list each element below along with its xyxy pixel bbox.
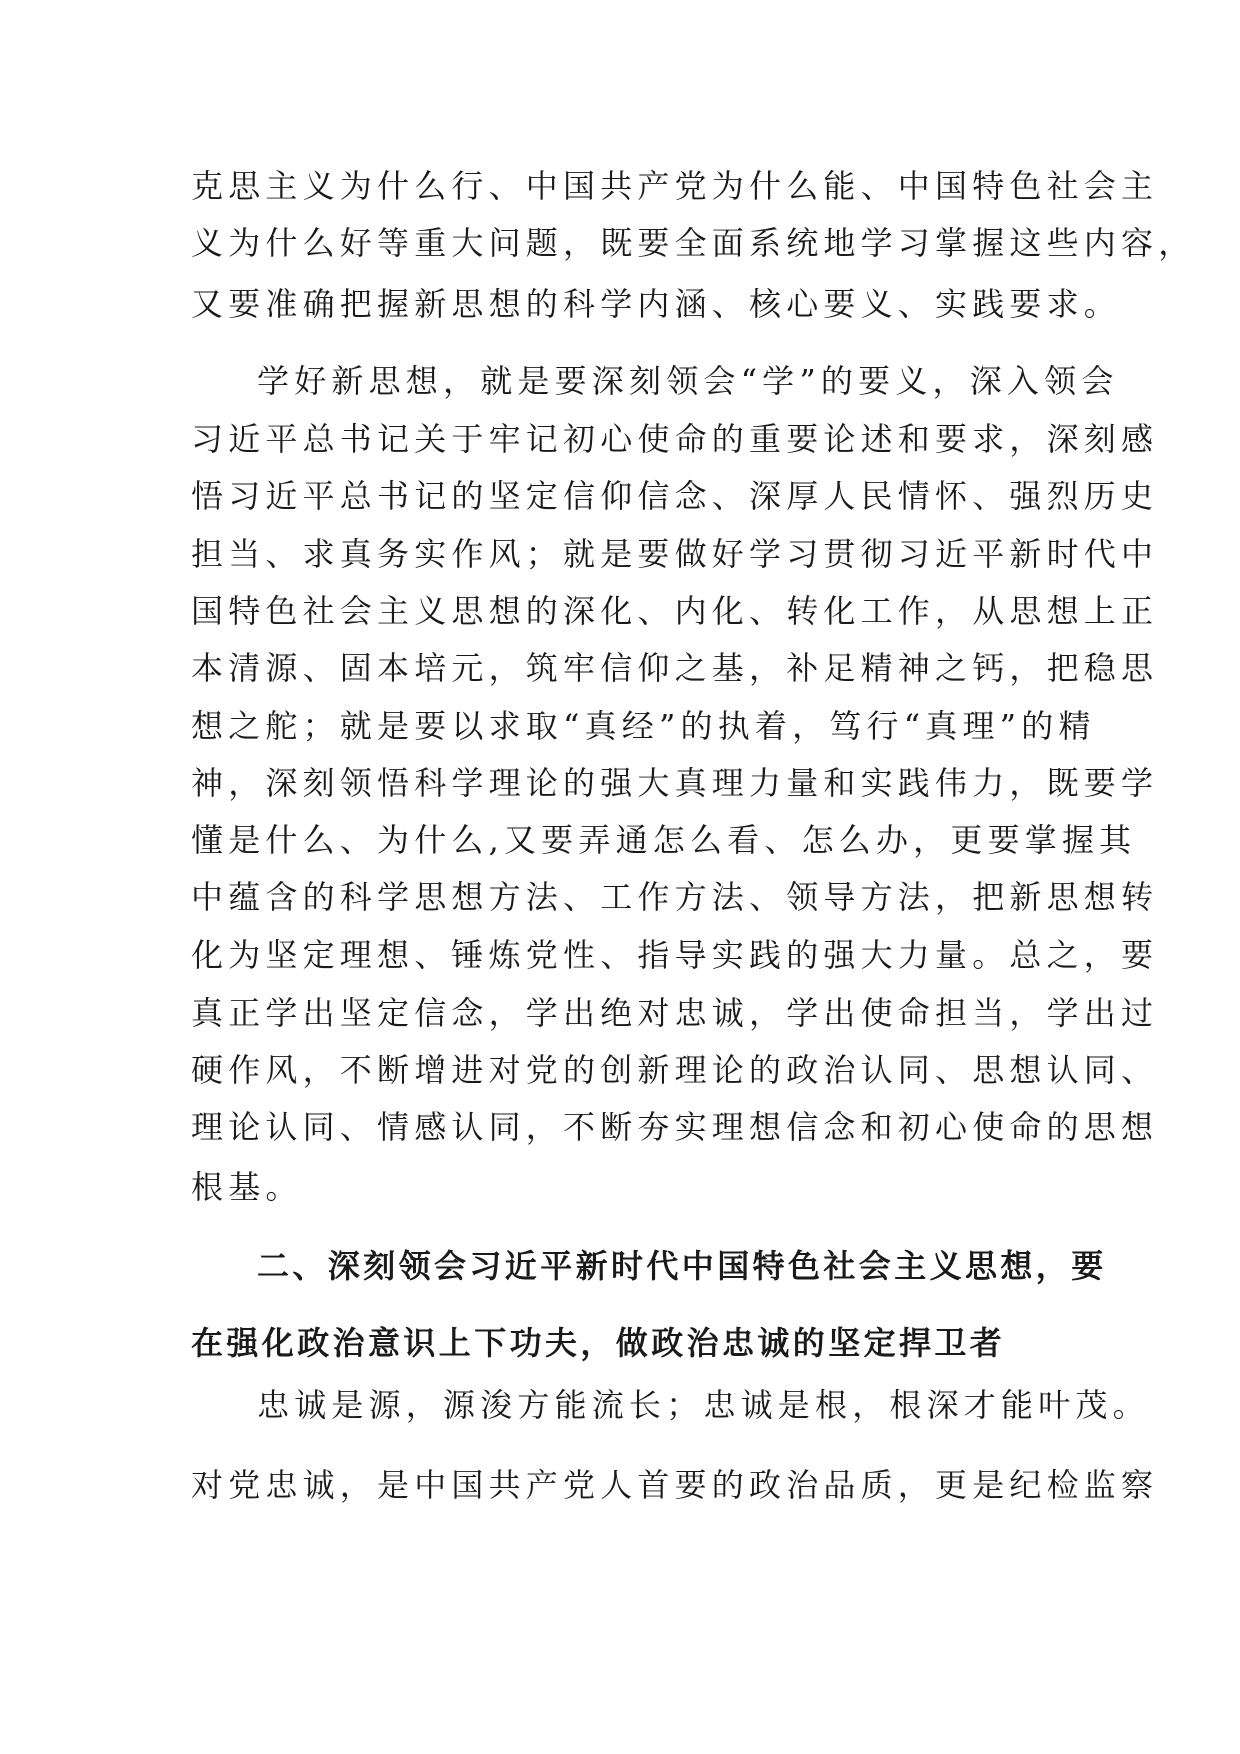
body-text-line: 化为坚定理想、锤炼党性、指导实践的强大力量。总之，要	[191, 936, 1159, 974]
body-text-line: 习近平总书记关于牢记初心使命的重要论述和要求，深刻感	[191, 420, 1159, 458]
body-text-line: 本清源、固本培元，筑牢信仰之基，补足精神之钙，把稳思	[191, 649, 1159, 687]
body-text-line: 担当、求真务实作风；就是要做好学习贯彻习近平新时代中	[191, 535, 1159, 573]
body-text-line: 义为什么好等重大问题，既要全面系统地学习掌握这些内容，	[191, 224, 1196, 262]
body-text-line: 悟习近平总书记的坚定信仰信念、深厚人民情怀、强烈历史	[191, 477, 1159, 515]
body-text-line: 理论认同、情感认同，不断夯实理想信念和初心使命的思想	[191, 1108, 1159, 1146]
body-text-line: 真正学出坚定信念，学出绝对忠诚，学出使命担当，学出过	[191, 994, 1159, 1032]
paragraph-first-line: 忠诚是源，源浚方能流长；忠诚是根，根深才能叶茂。	[257, 1386, 1150, 1424]
body-text-line: 想之舵；就是要以求取“真经”的执着，笃行“真理”的精	[191, 707, 1096, 745]
body-text-line: 国特色社会主义思想的深化、内化、转化工作，从思想上正	[191, 592, 1159, 630]
body-text-line: 神，深刻领悟科学理论的强大真理力量和实践伟力，既要学	[191, 764, 1159, 802]
body-text-line: 对党忠诚，是中国共产党人首要的政治品质，更是纪检监察	[191, 1466, 1159, 1504]
paragraph-first-line: 学好新思想，就是要深刻领会“学”的要义，深入领会	[257, 362, 1119, 400]
body-text-line: 懂是什么、为什么,又要弄通怎么看、怎么办，更要掌握其	[191, 821, 1137, 859]
body-text-line: 克思主义为什么行、中国共产党为什么能、中国特色社会主	[191, 167, 1159, 205]
section-heading: 在强化政治意识上下功夫，做政治忠诚的坚定捍卫者	[191, 1324, 1006, 1362]
body-text-line: 根基。	[191, 1168, 303, 1206]
section-heading: 二、深刻领会习近平新时代中国特色社会主义思想，要	[257, 1247, 1107, 1285]
body-text-line: 硬作风，不断增进对党的创新理论的政治认同、思想认同、	[191, 1051, 1159, 1089]
body-text-line: 中蕴含的科学思想方法、工作方法、领导方法，把新思想转	[191, 878, 1159, 916]
body-text-line: 又要准确把握新思想的科学内涵、核心要义、实践要求。	[191, 285, 1122, 323]
